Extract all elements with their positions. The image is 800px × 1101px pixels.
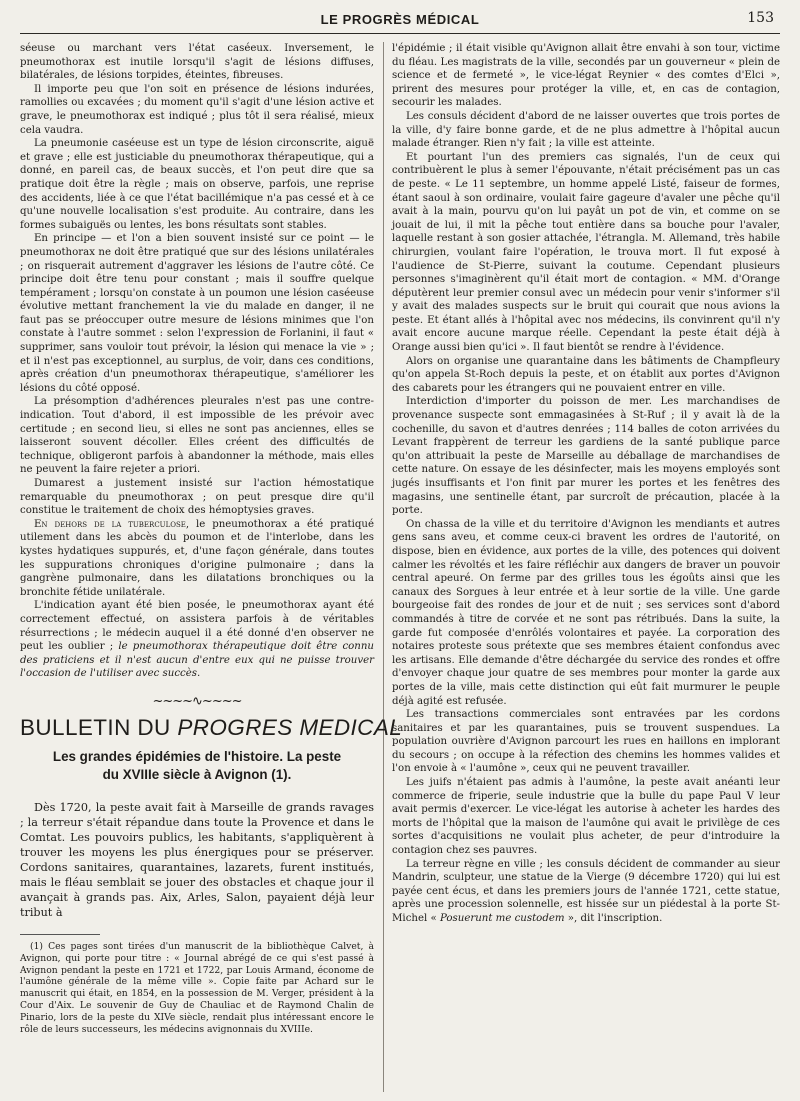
tuberculose-text: le pneumothorax a été pratiqué utilement dans les abcès du poumon et de l'interlobe, dans les kystes hydatiques suppurés, et, d'une façon générale, dans toutes les suppurations chroniques d'origine pulmonaire ; dans la gangrène pulmonaire, dans les dilatations bronchiques ou la bronchite fétide unilatérale. [20,518,375,598]
statue-inscription: Posuerunt me custodem [439,913,565,924]
left-column [20,42,403,1035]
paragraph: Les transactions commerciales sont entravées par les cordons sanitaires et par les quarantaines, puis se trouvent suspendues. La population ouvrière d'Avignon parcourt les rues en haillons en implorant du secours ; on occupe à la réfection des chemins les hommes valides et l'on envoie à « l'aumône », ceux qui ne peuvent travailler. [392,709,780,775]
paragraph: En principe — et l'on a bien souvent insisté sur ce point — le pneumothorax ne doit être pratiqué que sur des lésions unilatérales ; on risquerait autrement d'aggraver les lésions de l'autre côté. Ce principe doit être tenu pour constant ; mais il souffre quelque tempérament ; lorsqu'on constate à un poumon une lésion caséeuse évolutive mettant franchement la vie du malade en danger, il ne faut pas se préoccuper outre mesure de lésions minimes que l'on constate à l'autre sommet : selon l'expression de Forlanini, il faut « supprimer, sans vouloir tout prévoir, la lésion qui menace la vie » ; et il n'est pas exceptionnel, au surplus, de voir, dans ces conditions, après création d'un pneumothorax thérapeutique, s'améliorer les lésions du côté opposé. [20,233,374,394]
paragraph: Il importe peu que l'on soit en présence de lésions indurées, ramollies ou excavées ; du moment qu'il s'agit d'une lésion active et grave, le pneumothorax est indiqué ; plus tôt il sera réalisé, mieux cela vaudra. [20,83,374,136]
conclusion-italic: le pneumothorax thérapeutique doit être connu des praticiens et il n'est aucun d'entre eux qui ne puisse trouver l'occasion de l'utiliser avec succès. [20,641,374,680]
paragraph: Dumarest a justement insisté sur l'action hémostatique remarquable du pneumothorax ; on peut presque dire qu'il constitue le traitement de choix des hémoptysies graves. [20,478,374,517]
statue-end: », dit l'inscription. [564,913,663,924]
footnote-rule [20,934,100,935]
paragraph: Les consuls décident d'abord de ne laisser ouvertes que trois portes de la ville, d'y faire bonne garde, et de ne plus admettre à l'hôpital aucun malade étranger. Rien n'y fait ; la ville est atteinte. [392,110,780,150]
paragraph: La pneumonie caséeuse est un type de lésion circonscrite, aiguë et grave ; elle est justiciable du pneumothorax thérapeutique, qui a donné, en pareil cas, de beaux succès, et l'on peut dire que sa pratique doit être la règle ; mais on observe, parfois, une reprise des accidents, liée à ce que l'état bacillémique n'a pas cessé et à ce qu'une nouvelle localisation s'est produite. Au contraire, dans les formes subaiguës ou lentes, les bons résultats sont stables. [20,138,374,231]
paragraph: La présomption d'adhérences pleurales n'est pas une contre-indication. Tout d'abord, il est impossible de les prévoir avec certitude ; en second lieu, si elles ne sont pas anciennes, elles se laisseront souvent décoller. Elles créent des difficultés de technique, obligeront parfois à abandonner la méthode, mais elles ne peuvent la faire rejeter a priori. [20,396,374,476]
article-title-line1: Les grandes épidémies de l'histoire. La peste [52,749,342,765]
conclusion-text: L'indication ayant été bien posée, le pneumothorax ayant été correctement effectué, on assistera parfois à de véritables résurrections ; le médecin auquel il a été donné d'en observer ne peut les oublier ; [20,600,374,653]
paragraph-tuberculose [20,518,374,600]
article-paragraph: Dès 1720, la peste avait fait à Marseille de grands ravages ; la terreur s'était répandue dans toute la Provence et dans le Comtat. Les pouvoirs publics, les habitants, s'appliquèrent à trouver les moyens les plus énergiques pour se préserver. Cordons sanitaires, quarantaines, lazarets, furent institués, mais le fléau semblait se jouer des obstacles et chaque jour il avançait à grands pas. Aix, Arles, Salon, payaient déjà leur tribut à [20,801,374,920]
paragraph: Les juifs n'étaient pas admis à l'aumône, la peste avait anéanti leur commerce de friperie, seule industrie que la bulle du pape Paul V leur avait permis d'exercer. Le vice-légat les autorise à acheter les hardes des morts de l'hôpital que la maison de l'aumône qui avait le privilège de ces sortes d'acquisitions ne voulait plus acheter, de peur d'introduire la contagion chez ses pauvres. [392,777,780,857]
paragraph: séeuse ou marchant vers l'état caséeux. Inversement, le pneumothorax est inutile lorsqu'il s'agit de lésions diffuses, bilatérales, de lésions torpides, éteintes, fibreuses. [20,43,374,82]
statue-text: La terreur règne en ville ; les consuls décident de commander au sieur Mandrin, sculpteur, une statue de la Vierge (9 décembre 1720) qui lui est payée cent écus, et dans les premiers jours de l'année 1721, cette statue, après une procession solennelle, est hissée sur un piédestal à la porte St-Michel « [392,858,780,924]
bulletin-title [20,714,403,740]
paragraph-conclusion [20,599,374,681]
tuberculose-label: En dehors de la tuberculose, [34,518,190,530]
footnote: (1) Ces pages sont tirées d'un manuscrit de la bibliothèque Calvet, à Avignon, qui porte pour titre : « Journal abrégé de ce qui s'est passé à Avignon pendant la peste en 1721 et 1722, par Louis Armand, économe de l'aumône générale de la même ville ». Copie faite par Achard sur le manuscrit qui était, en 1854, en la possession de M. Verger, président à la Cour d'Aix. Le souvenir de Guy de Chauliac et de Raymond Chalin de Pinario, lors de la peste du XIVe siècle, rendait plus intéressant encore le rôle de leurs successeurs, les médecins avignonnais du XVIIIe. [20,941,374,1035]
article-title-line2: du XVIIIe siècle à Avignon (1). [102,767,292,783]
bulletin-title-part2: PROGRES MEDICAL [177,714,403,740]
running-title: LE PROGRÈS MÉDICAL [320,12,480,27]
paragraph: Et pourtant l'un des premiers cas signalés, l'un de ceux qui contribuèrent le plus à semer l'épouvante, n'était précisément pas un cas de peste. « Le 11 septembre, un homme appelé Listé, faiseur de formes, étant saoul à son ordinaire, voulait faire gageure d'avaler une pêche qu'il avait à la main, pourvu qu'on lui payât un pot de vin, et comme on se jouait de lui, il mit la pêche tout entière dans sa bouche pour l'avaler, laquelle restant à son gosier attachée, l'étrangla. M. Allemand, très habile chirurgien, voulant faire l'opération, le trouva mort. Il fut exposé à l'audience de St-Pierre, suivant la coutume. Cependant plusieurs personnes s'imaginèrent qu'il était mort de contagion. « MM. d'Orange députèrent leur premier consul avec un médecin pour venir s'informer s'il y avait des malades suspects sur le bruit qui courait que nous avions la peste. Et étant allés à l'hôpital avec nos médecins, ils convinrent qu'il n'y avait encore aucune marque réelle. Cependant la peste était déjà à Orange aussi bien qu'ici ». Il faut bientôt se rendre à l'évidence. [392,151,780,354]
page-header [20,4,780,34]
paragraph: On chassa de la ville et du territoire d'Avignon les mendiants et autres gens sans aveu, et comme ceux-ci bravent les ordres de l'autorité, on dispose, bien en évidence, aux portes de la ville, des potences qui doivent calmer les révoltés et les faire réfléchir aux dangers de braver un pouvoir central apeuré. On ferme par des grilles tous les égoûts ainsi que les canaux des Sorgues à leur entrée et à leur sortie de la ville. Une garde bourgeoise fait des rondes de jour et de nuit ; ses services sont d'abord commandés à titre de corvée et ne sont pas rétribués. Dans la suite, la garde fut composée d'enrôlés volontaires et payée. La corporation des notaires proteste sous prétexte que ses membres étaient confondus avec les artisans. Elle demande d'être déchargée du service des rondes et offre d'envoyer chaque jour quatre de ses membres pour monter la garde aux portes de la ville, mais cette distinction qui eût fait murmurer le peuple déjà agité est refusée. [392,518,780,707]
ornament-divider: ~~~~∿~~~~ [152,693,242,709]
header-rule [20,33,780,34]
column-divider [383,42,384,1092]
paragraph-statue [392,858,780,926]
paragraph: Interdiction d'importer du poisson de mer. Les marchandises de provenance suspecte sont emmagasinées à St-Ruf ; il y avait là de la cochenille, du savon et d'autres denrées ; 114 balles de coton arrivées du Levant frappèrent de terreur les gardiens de la santé publique parce qu'on attribuait la peste de Marseille au déballage de marchandises de cette nature. On essaye de les désinfecter, mais les moyens employés sont jugés insuffisants et l'on finit par murer les portes et les fenêtres des magasins, une sentinelle étant, par surcroît de précaution, placée à la porte. [392,396,780,517]
article-title [20,748,374,784]
right-column [392,42,780,926]
paragraph: Alors on organise une quarantaine dans les bâtiments de Champfleury qu'on appela St-Roch depuis la peste, et on établit aux portes d'Avignon des cabarets pour les étrangers qui ne pouvaient entrer en ville. [392,355,780,394]
page-number: 153 [747,10,774,26]
paragraph: l'épidémie ; il était visible qu'Avignon allait être envahi à son tour, victime du fléau. Les magistrats de la ville, secondés par un gouverneur « plein de science et de fermeté », le vice-légat Reynier « des comtes d'Elci », prirent des mesures pour protéger la ville, et, en cas de contagion, secourir les malades. [392,43,780,109]
bulletin-title-part1: BULLETIN DU [20,714,178,740]
